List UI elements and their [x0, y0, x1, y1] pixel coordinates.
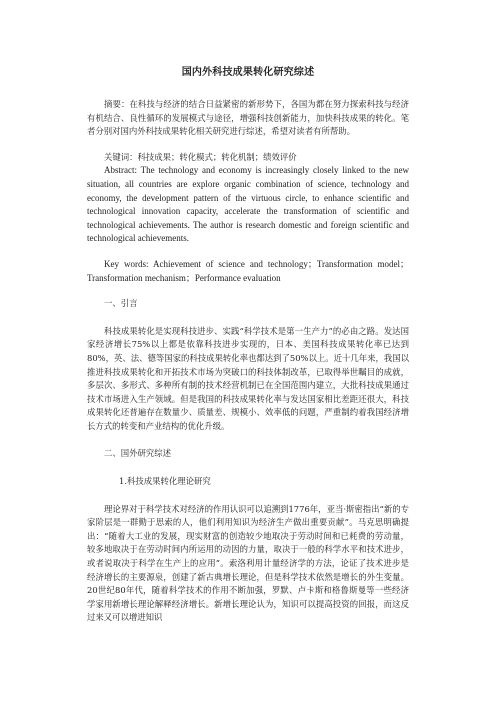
section-heading-foreign-review: 二、国外研究综述 [104, 448, 171, 459]
keywords-cn: 关键词：科技成果；转化模式；转化机制；绩效评价 [104, 151, 297, 162]
keywords-en: Key words: Achievement of science and technology；Transformation model；Transformation mechanism；Performance evaluation [87, 258, 409, 283]
subsection-heading-theory: 1.科技成果转化理论研究 [119, 476, 211, 487]
abstract-cn: 摘要：在科技与经济的结合日益紧密的新形势下，各国为都在努力探索科技与经济有机结合、良性循环的发展模式与途径，增强科技创新能力，加快科技成果的转化。笔者分别对国内外科技成果转化相关研究进行综述，希望对读者有所帮助。 [87, 99, 409, 137]
section-heading-introduction: 一、引言 [104, 298, 138, 309]
document-title: 国内外科技成果转化研究综述 [181, 67, 315, 78]
section-introduction-body: 科技成果转化是实现科技进步、实践“科学技术是第一生产力”的必由之路。发达国家经济增长75%以上都是依靠科技进步实现的，日本、美国科技成果转化率已达到80%，英、法、德等国家的科技成果转化率也都达到了50%以上。近十几年来，我国以推进科技成果转化和开拓技术市场为突破口的科技体制改革，已取得举世瞩目的成就，多层次、多形式、多种所有制的技术经营机制已在全国范围内建立，大批科技成果通过技术市场进入生产领域。但是我国的科技成果转化率与发达国家相比差距还很大，科技成果转化还普遍存在数量少、质量差、规模小、效率低的问题，严重制约着我国经济增长方式的转变和产业结构的优化升级。 [87, 325, 409, 431]
document-body [87, 66, 409, 625]
subsection-theory-body: 理论界对于科学技术对经济的作用认识可以追溯到1776年，亚当·斯密指出“新的专家阶层是一群勤于思索的人，他们利用知识为经济生产做出重要贡献”。马克思明确提出：“随着大工业的发展，现实财富的创造较少地取决于劳动时间和已耗费的劳动量，较多地取决于在劳动时间内所运用的动因的力量，取决于一般的科学水平和技术进步，或者说取决于科学在生产上的应用”。索洛利用计量经济学的方法，论证了技术进步是经济增长的主要源泉，创建了新古典增长理论，但是科学技术依然是增长的外生变量。20世纪80年代，随着科学技术的作用不断加强，罗默、卢卡斯和格鲁斯曼等一些经济学家用新增长理论解释经济增长。新增长理论认为，知识可以提高投资的回报，而这反过来又可以增进知识 [87, 503, 409, 623]
abstract-en: Abstract: The technology and economy is increasingly closely linked to the new situation, all countries are explore organic combination of science, technology and economy, the development pattern of the virtuous circle, to enhance scientific and technological innovation capacity, accelerate the transformation of scientific and technological achievements. The author is research domestic and foreign scientific and technological achievements. [87, 165, 409, 244]
